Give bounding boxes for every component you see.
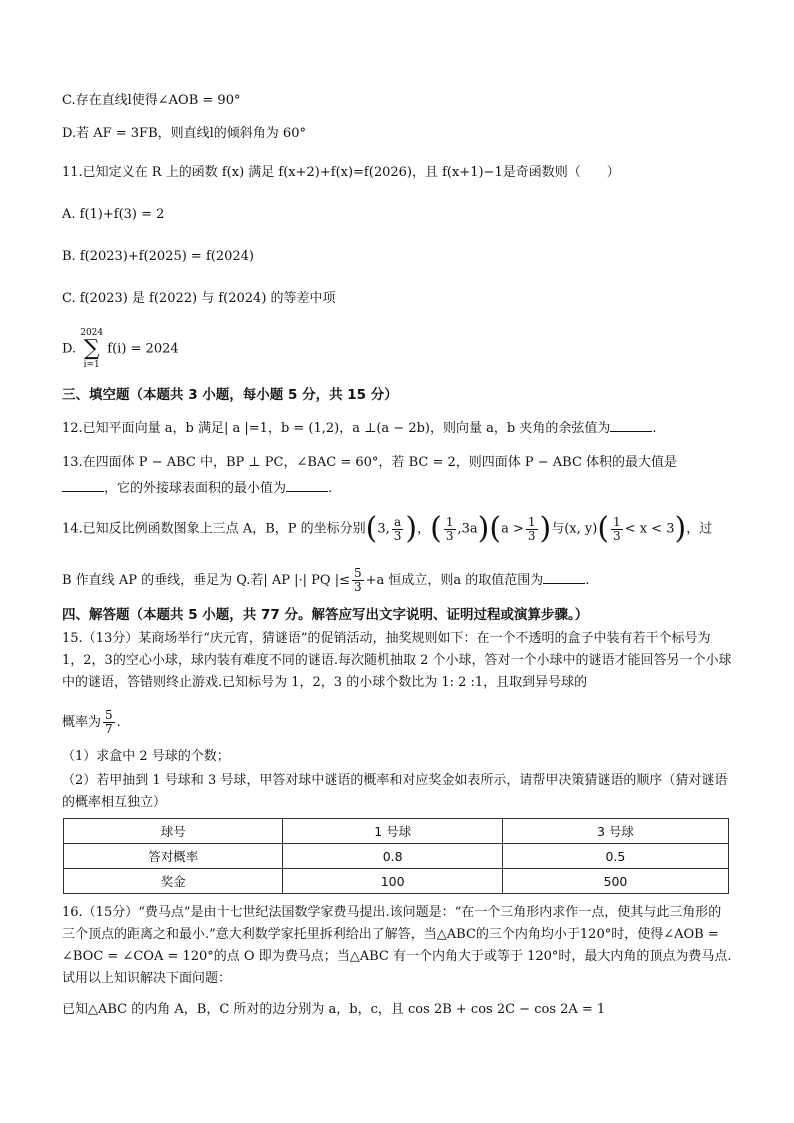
question-15-probability xyxy=(62,706,121,740)
option-10c: C.存在直线l使得∠AOB = 90° xyxy=(62,93,241,108)
question-14-end: . xyxy=(585,573,590,588)
option-11d-expr: f(i) = 2024 xyxy=(107,341,179,357)
option-11d-prefix: D. xyxy=(62,341,77,357)
answer-blank xyxy=(286,479,328,492)
prize-table xyxy=(63,818,729,894)
question-14-tail: ，过 xyxy=(686,521,713,537)
separator: ， xyxy=(417,521,431,537)
question-12-text: 12.已知平面向量 a，b 满足| a |=1，b = (1,2)，a ⊥(a − 2b)，则向量 a，b 夹角的余弦值为 xyxy=(62,421,611,436)
table-cell: 0.8 xyxy=(283,844,502,869)
fraction xyxy=(103,709,115,736)
summation xyxy=(80,328,103,370)
probability-end: . xyxy=(116,715,121,730)
table-row xyxy=(64,819,729,844)
numerator: a xyxy=(392,516,404,530)
denominator: 3 xyxy=(353,580,362,594)
table-cell: 100 xyxy=(283,869,502,894)
table-cell: 500 xyxy=(502,869,728,894)
option-11a: A. f(1)+f(3) = 2 xyxy=(62,207,165,222)
point-a-x: 3, xyxy=(377,521,390,537)
answer-blank xyxy=(543,571,585,584)
table-row xyxy=(64,869,729,894)
numerator: 5 xyxy=(105,708,113,722)
question-14-line1: 14.已知反比例函数图象上三点 A，B，P 的坐标分别(3, $\frac{a}{3}$ )，( $\frac{1}{3}$ ,3a)(a > $\frac{1}{3}$ )与(x, y)( $\frac{1}{3}$ < x < 3)，过 xyxy=(62,511,713,546)
sum-upper: 2024 xyxy=(80,328,104,338)
question-16-body: 16.（15分）“费马点”是由十七世纪法国数学家费马提出.该问题是：“在一个三角形内求作一点，使其与此三角形的三个顶点的距离之和最小.”意大利数学家托里拆利给出了解答，当△ABC的三个内角均小于120°时，使得∠AOB = ∠BOC = ∠COA = 120°的点 O 即为费马点；当△ABC 有一个内角大于或等于 120°时，最大内角的顶点为费马点.试用以上知识解决下面问题： xyxy=(62,905,732,986)
question-15-sub2: （2）若甲抽到 1 号球和 3 号球，甲答对球中谜语的概率和对应奖金如表所示，请帮甲决策猜谜语的顺序（猜对谜语的概率相互独立） xyxy=(62,773,728,810)
question-15-sub1: （1）求盒中 2 号球的个数； xyxy=(62,749,230,764)
condition-1: a > xyxy=(501,521,524,537)
point-p: 与(x, y) xyxy=(551,521,598,537)
table-cell: 球号 xyxy=(64,819,283,844)
fraction xyxy=(444,516,456,543)
point-b-rest: ,3a xyxy=(457,521,478,537)
option-11c: C. f(2023) 是 f(2022) 与 f(2024) 的等差中项 xyxy=(62,291,336,306)
question-14-line2-text: B 作直线 AP 的垂线，垂足为 Q.若| AP |·| PQ |≤ xyxy=(62,573,350,588)
numerator: 1 xyxy=(613,514,621,529)
denominator: 7 xyxy=(105,722,113,736)
question-14-line2 xyxy=(62,566,589,596)
fraction xyxy=(392,516,404,543)
table-row xyxy=(64,844,729,869)
section-4-heading: 四、解答题（本题共 5 小题，共 77 分。解答应写出文字说明、证明过程或演算步骤。） xyxy=(62,607,589,623)
table-cell: 1 号球 xyxy=(283,819,502,844)
question-12-end: . xyxy=(652,421,657,436)
fraction xyxy=(611,516,623,543)
denominator: 3 xyxy=(613,528,621,543)
question-13-end: . xyxy=(328,481,333,496)
question-16-last: 已知△ABC 的内角 A，B，C 所对的边分别为 a，b，c，且 cos 2B + cos 2C − cos 2A = 1 xyxy=(62,1002,606,1017)
numerator: 5 xyxy=(353,566,362,580)
table-cell: 答对概率 xyxy=(64,844,283,869)
answer-blank xyxy=(62,479,104,492)
section-3-heading: 三、填空题（本题共 3 小题，每小题 5 分，共 15 分） xyxy=(62,387,398,403)
numerator: 1 xyxy=(527,514,536,529)
sum-lower: i=1 xyxy=(83,360,100,370)
question-13-line2 xyxy=(62,479,332,498)
probability-prefix: 概率为 xyxy=(62,715,102,730)
question-13-line1: 13.在四面体 P − ABC 中，BP ⊥ PC，∠BAC = 60°，若 BC = 2，则四面体 P − ABC 体积的最大值是 xyxy=(62,455,678,470)
question-11-stem: 11.已知定义在 R 上的函数 f(x) 满足 f(x+2)+f(x)=f(2026)，且 f(x+1)−1是奇函数则（ ） xyxy=(62,165,620,180)
sigma-icon: ∑ xyxy=(83,336,100,361)
condition-2: < x < 3 xyxy=(624,521,675,537)
question-12 xyxy=(62,419,656,438)
table-cell: 3 号球 xyxy=(502,819,728,844)
fraction xyxy=(526,516,538,543)
question-14-text: 14.已知反比例函数图象上三点 A，B，P 的坐标分别 xyxy=(62,521,366,537)
option-10d: D.若 AF = 3FB，则直线l的倾斜角为 60° xyxy=(62,126,306,141)
question-14-line2-tail: +a 恒成立，则a 的取值范围为 xyxy=(365,573,544,588)
table-cell: 0.5 xyxy=(502,844,728,869)
numerator: 1 xyxy=(445,514,454,529)
fraction xyxy=(352,567,364,594)
table-cell: 奖金 xyxy=(64,869,283,894)
option-11b: B. f(2023)+f(2025) = f(2024) xyxy=(62,249,254,264)
question-13-line2-text: ，它的外接球表面积的最小值为 xyxy=(104,481,287,496)
denominator: 3 xyxy=(527,528,536,543)
question-15-body: 15.（13分）某商场举行“庆元宵，猜谜语”的促销活动，抽奖规则如下：在一个不透明的盒子中装有若干个标号为 1，2，3的空心小球，球内装有难度不同的谜语.每次随机抽取 2 个小球，答对一个小球中的谜语才能回答另一个小球中的谜语，答错则终止游戏.已知标号为 1，2，3 的小球个数比为 1: 2 :1，且取到异号球的 xyxy=(62,631,732,690)
denominator: 3 xyxy=(393,528,402,543)
denominator: 3 xyxy=(445,528,454,543)
option-11d xyxy=(62,328,179,370)
answer-blank xyxy=(610,419,652,432)
